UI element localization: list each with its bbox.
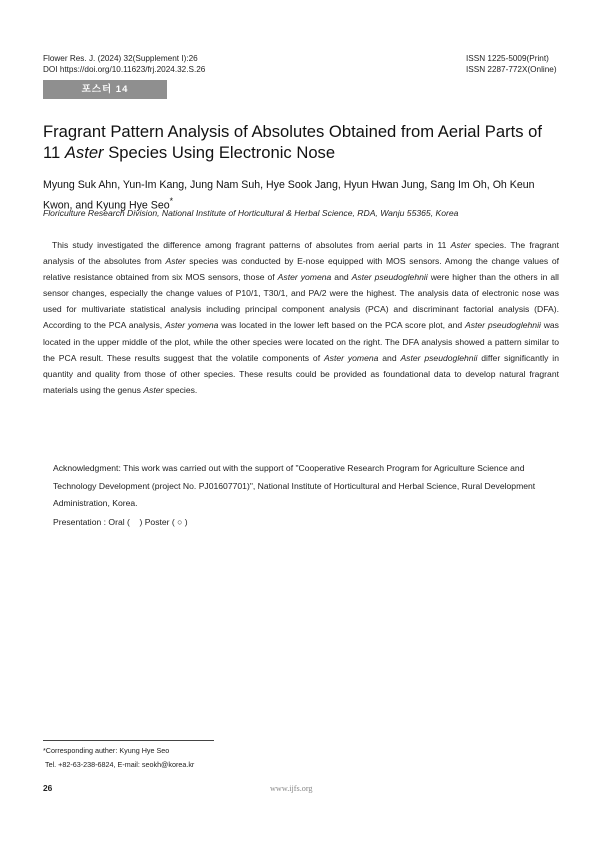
abstract-text: differ significantly in quantity and quality from those of other species. These results could be provided as foundational data to develop natural fragrant materials using the genus (43, 352, 559, 395)
journal-website[interactable]: www.ijfs.org (270, 784, 313, 793)
page-number: 26 (43, 783, 53, 793)
presentation-type: Presentation : Oral ( ) Poster ( ○ ) (53, 517, 188, 527)
abstract-text: species was conducted by E-nose equipped with MOS sensors. Among the change values of relative resistance obtained from six MOS sensors, those of (43, 256, 559, 283)
title-text: Fragrant Pattern Analysis of Absolutes Obtained from Aerial Parts of 11 (43, 122, 542, 162)
title-italic-genus: Aster (64, 143, 104, 162)
abstract-text: species. The fragrant analysis of the absolutes from (43, 240, 559, 267)
abstract-text: and (378, 352, 401, 363)
poster-tag: 포스터 14 (43, 80, 167, 99)
footnote-divider (43, 740, 214, 741)
species-italic: Aster yomena (323, 352, 379, 363)
abstract-text: species. (163, 384, 198, 395)
affiliation: Floriculture Research Division, National Institute of Horticultural & Herbal Science, RDA, Wanju 55365, Korea (43, 208, 459, 218)
corresponding-mark: * (169, 196, 174, 206)
abstract-text: This study investigated the difference among fragrant patterns of absolutes from aerial parts in 11 (52, 240, 451, 250)
genus-italic: Aster (450, 240, 471, 250)
species-italic: Aster yomena (277, 272, 332, 283)
species-italic: Aster pseudoglehnii (351, 272, 428, 283)
doi-line[interactable]: DOI https://doi.org/10.11623/frj.2024.32.S.26 (43, 65, 206, 74)
journal-citation (43, 53, 205, 75)
issn-block (466, 53, 557, 75)
species-italic: Aster pseudoglehnii (400, 352, 478, 363)
issn-print: ISSN 1225-5009(Print) (466, 54, 549, 63)
issn-online: ISSN 2287-772X(Online) (466, 65, 557, 74)
abstract-text: was located in the lower left based on the PCA score plot, and (218, 320, 465, 331)
abstract (43, 237, 559, 398)
genus-italic: Aster (165, 256, 186, 267)
abstract-text: and (331, 272, 352, 283)
title-text-end: Species Using Electronic Nose (103, 143, 336, 162)
genus-italic: Aster (143, 384, 164, 395)
corresponding-author: *Corresponding auther: Kyung Hye Seo (43, 746, 170, 755)
species-italic: Aster pseudoglehnii (464, 320, 541, 331)
species-italic: Aster yomena (164, 320, 219, 331)
abstract-text: were higher than the others in all sensor changes, especially the change values of P10/1, T30/1, and PA/2 were the highest. The analysis data of electronic nose was used for multivariate statistical analysis including principal component analysis (PCA) and discriminant factorial analysis (DFA). According to the PCA analysis, (43, 272, 559, 331)
abstract-text: was located in the upper middle of the plot, while the other species were located on the right. The DFA analysis showed a pattern similar to the PCA result. These results suggest that the volatile components of (43, 320, 559, 363)
author-names: Myung Suk Ahn, Yun-Im Kang, Jung Nam Suh, Hye Sook Jang, Hyun Hwan Jung, Sang Im Oh, Oh Keun Kwon, and Kyung Hye Seo (43, 179, 535, 212)
paper-title (43, 121, 563, 163)
acknowledgment: Acknowledgment: This work was carried out with the support of "Cooperative Research Program for Agriculture Science and Technology Development (project No. PJ01607701)", National Institute of Horticultural and Herbal Science, Rural Development Administration, Korea. (53, 463, 536, 509)
contact-info: Tel. +82-63-238-6824, E-mail: seokh@korea.kr (45, 760, 195, 769)
citation-line: Flower Res. J. (2024) 32(Supplement I):26 (43, 54, 198, 63)
